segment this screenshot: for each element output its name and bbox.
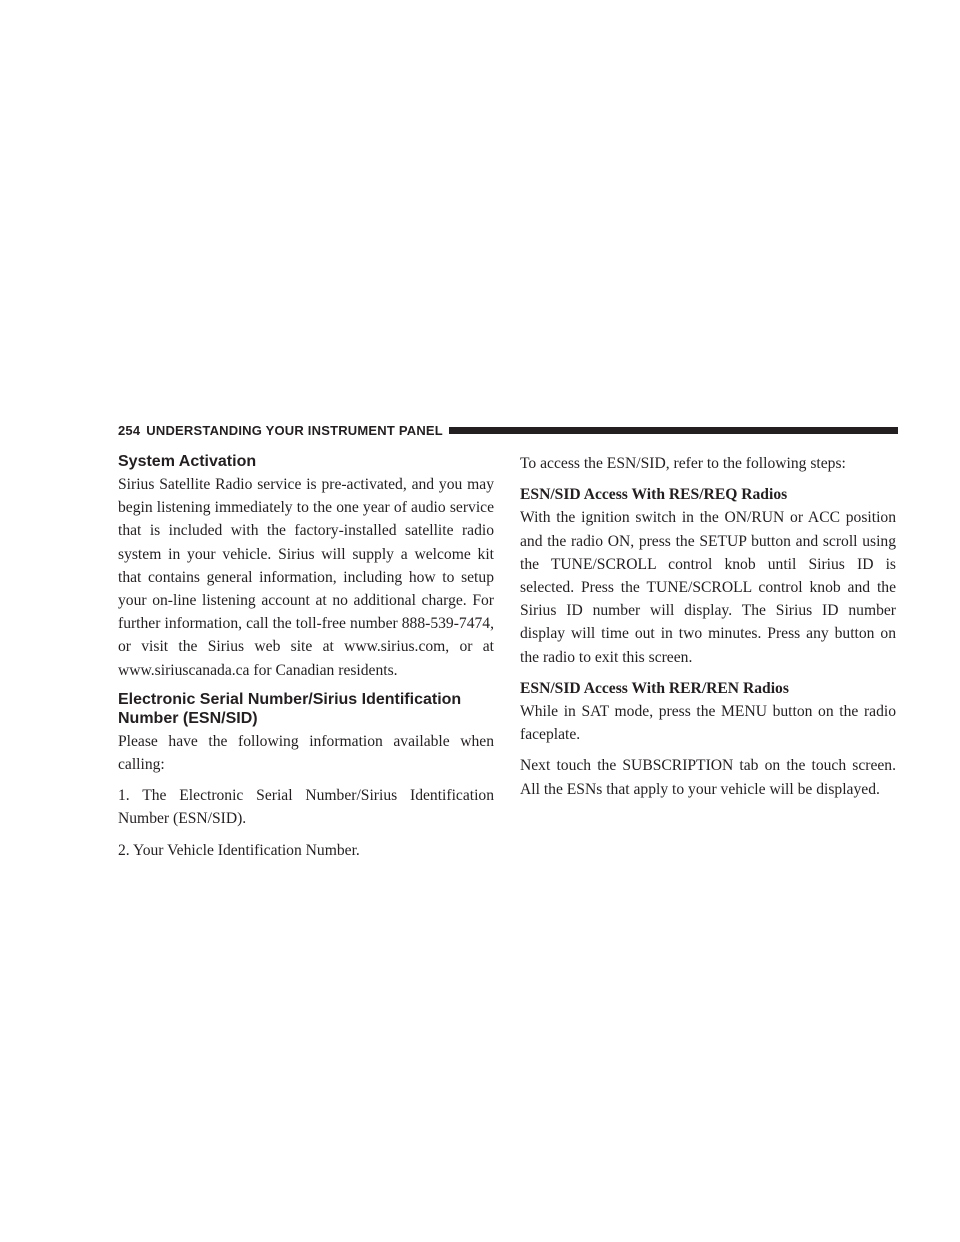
system-activation-body: Sirius Satellite Radio service is pre-activated, and you may begin listening immediately to the one year of audio service that is included with the factory-installed satellite radio system in your vehicle. Sirius will supply a welcome kit that contains general information, including how to setup your on-line listening account at no additional charge. For further information, call the toll-free number 888-539-7474, or visit the Sirius web site at www.sirius.com, or at www.siriuscanada.ca for Canadian residents.: [118, 476, 494, 679]
subscription-instructions: Next touch the SUBSCRIPTION tab on the touch screen. All the ESNs that apply to your vehicle will be displayed.: [520, 757, 896, 798]
res-req-heading: ESN/SID Access With RES/REQ Radios: [520, 486, 788, 504]
page-header: [118, 422, 898, 438]
esn-sid-intro: Please have the following information available when calling:: [118, 732, 494, 774]
list-item-esn: 1. The Electronic Serial Number/Sirius Identification Number (ESN/SID).: [118, 787, 494, 828]
access-intro: To access the ESN/SID, refer to the following steps:: [520, 455, 846, 472]
rer-ren-body: While in SAT mode, press the MENU button on the radio faceplate.: [520, 703, 896, 744]
system-activation-heading: System Activation: [118, 453, 257, 470]
left-column: [118, 452, 494, 870]
header-rule: [449, 427, 898, 434]
page-number: 254: [118, 422, 141, 438]
rer-ren-heading: ESN/SID Access With RER/REN Radios: [520, 679, 789, 697]
right-column: [520, 452, 896, 809]
list-item-vin: 2. Your Vehicle Identification Number.: [118, 841, 360, 859]
chapter-title: UNDERSTANDING YOUR INSTRUMENT PANEL: [146, 422, 443, 438]
esn-sid-heading: Electronic Serial Number/Sirius Identification Number (ESN/SID): [118, 690, 462, 727]
res-req-body: With the ignition switch in the ON/RUN or ACC position and the radio ON, press the SETUP button and scroll using the TUNE/SCROLL control knob until Sirius ID is selected. Press the TUNE/SCROLL control knob and the Sirius ID number will display. The Sirius ID number display will time out in two minutes. Press any button on the radio to exit this screen.: [520, 509, 896, 666]
